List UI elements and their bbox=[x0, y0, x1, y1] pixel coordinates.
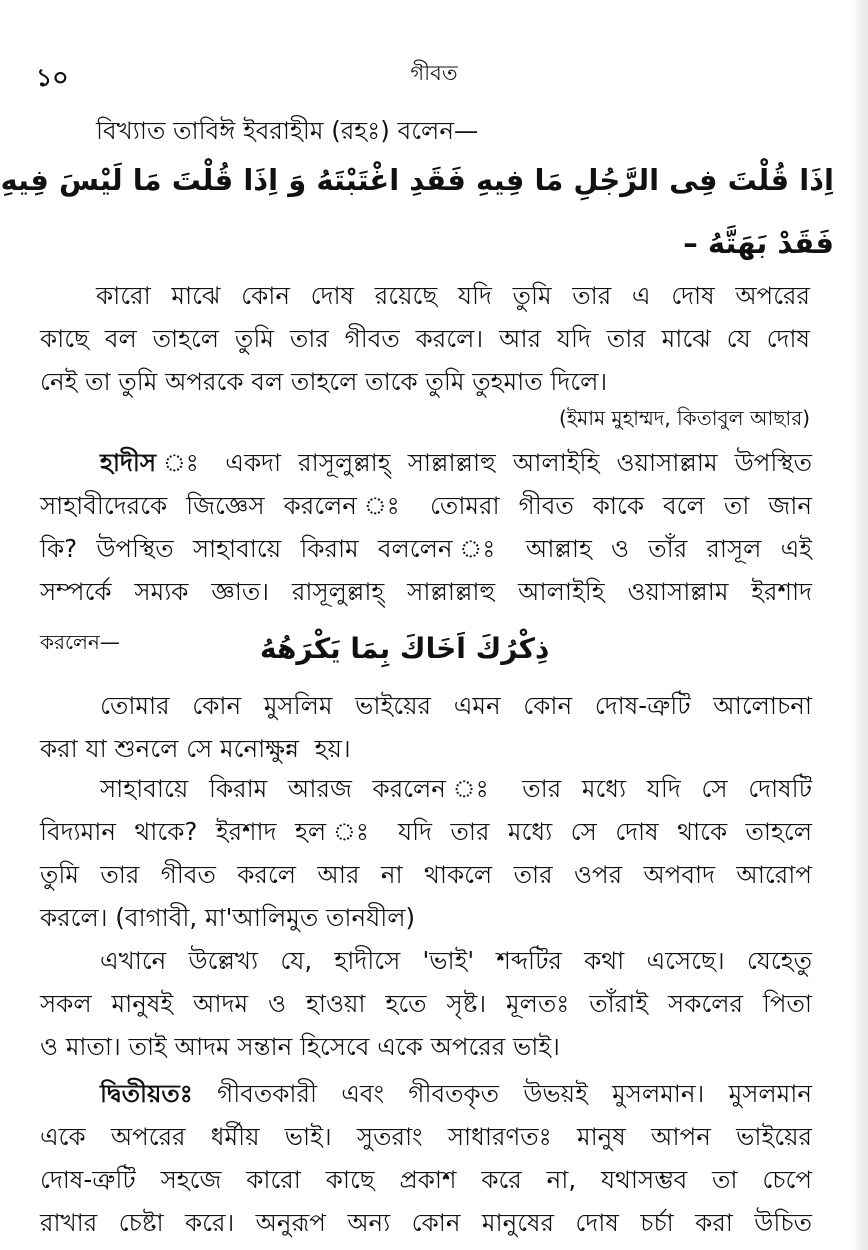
paragraph-6-line-3: দোষ-ত্রুটি সহজে কারো কাছে প্রকাশ করে না, যথাসম্ভব তা চেপে bbox=[40, 1165, 812, 1194]
paragraph-2-line-3: কি? উপস্থিত সাহাবায়ে কিরাম বললেন ঃ আল্লাহ ও তাঁর রাসূল এই bbox=[40, 534, 812, 563]
arabic-quote-line-2: فَقَدْ بَهَتَّهُ – bbox=[683, 226, 834, 260]
citation-1: (ইমাম মুহাম্মদ, কিতাবুল আছার) bbox=[558, 406, 810, 430]
paragraph-5-line-2: সকল মানুষই আদম ও হাওয়া হতে সৃষ্ট। মূলতঃ তাঁরাই সকলের পিতা bbox=[40, 989, 812, 1018]
running-title: গীবত bbox=[410, 61, 458, 85]
hadith-label: হাদীস bbox=[100, 448, 157, 477]
paragraph-1-line-1: কারো মাঝে কোন দোষ রয়েছে যদি তুমি তার এ দোষ অপরের bbox=[96, 281, 810, 310]
paragraph-2-line-1 bbox=[100, 446, 812, 480]
intro-line: বিখ্যাত তাবিঈ ইবরাহীম (রহঃ) বলেন— bbox=[96, 116, 479, 145]
paragraph-4-line-1: সাহাবায়ে কিরাম আরজ করলেন ঃ তার মধ্যে যদি সে দোষটি bbox=[100, 774, 812, 803]
paragraph-1-line-2: কাছে বল তাহলে তুমি তার গীবত করলে। আর যদি তার মাঝে যে দোষ bbox=[40, 324, 810, 353]
paragraph-1-line-3: নেই তা তুমি অপরকে বল তাহলে তাকে তুমি তুহমাত দিলে। bbox=[40, 367, 608, 396]
paragraph-5-line-3: ও মাতা। তাই আদম সন্তান হিসেবে একে অপরের ভাই। bbox=[40, 1032, 560, 1061]
arabic-hadith-text: ذِكْرُكَ اَخَاكَ بِمَا يَكْرَهُهُ bbox=[260, 632, 550, 665]
paragraph-4-line-4: করলে। (বাগাবী, মা'আলিমুত তানযীল) bbox=[40, 903, 416, 932]
paragraph-4-line-2: বিদ্যমান থাকে? ইরশাদ হল ঃ যদি তার মধ্যে সে দোষ থাকে তাহলে bbox=[40, 817, 812, 846]
paragraph-6-line-1-text: গীবতকারী এবং গীবতকৃত উভয়ই মুসলমান। মুসলমান bbox=[192, 1079, 812, 1108]
paragraph-4-line-3: তুমি তার গীবত করলে আর না থাকলে তার ওপর অপবাদ আরোপ bbox=[40, 860, 812, 889]
paragraph-5-line-1: এখানে উল্লেখ্য যে, হাদীসে 'ভাই' শব্দটির কথা এসেছে। যেহেতু bbox=[100, 946, 812, 975]
paragraph-3-line-1: তোমার কোন মুসলিম ভাইয়ের এমন কোন দোষ-ত্রুটি আলোচনা bbox=[100, 691, 812, 720]
page-edge-shadow bbox=[850, 0, 868, 1250]
paragraph-2-end: করলেন— bbox=[40, 630, 120, 654]
paragraph-6-line-2: একে অপরের ধর্মীয় ভাই। সুতরাং সাধারণতঃ মানুষ আপন ভাইয়ের bbox=[40, 1122, 812, 1151]
second-label: দ্বিতীয়তঃ bbox=[100, 1079, 193, 1108]
paragraph-6-line-4: রাখার চেষ্টা করে। অনুরূপ অন্য কোন মানুষের দোষ চর্চা করা উচিত bbox=[40, 1208, 812, 1237]
paragraph-2-line-2: সাহাবীদেরকে জিজ্ঞেস করলেন ঃ তোমরা গীবত কাকে বলে তা জান bbox=[40, 491, 812, 520]
page-number: ১০ bbox=[36, 63, 69, 92]
paragraph-6-line-1 bbox=[100, 1077, 812, 1111]
arabic-quote-line-1: اِذَا قُلْتَ فِى الرَّجُلِ مَا فِيهِ فَقَدِ اغْتَبْتَهُ وَ اِذَا قُلْتَ مَا لَيْسَ فِيهِ bbox=[0, 163, 834, 197]
paragraph-2-line-1-text: ঃ একদা রাসূলুল্লাহ্ সাল্লাল্লাহু আলাইহি ওয়াসাল্লাম উপস্থিত bbox=[156, 448, 812, 477]
paragraph-3-line-2: করা যা শুনলে সে মনোক্ষুন্ন হয়। bbox=[40, 734, 351, 763]
paragraph-2-line-4: সম্পর্কে সম্যক জ্ঞাত। রাসূলুল্লাহ্ সাল্লাল্লাহু আলাইহি ওয়াসাল্লাম ইরশাদ bbox=[40, 577, 812, 606]
